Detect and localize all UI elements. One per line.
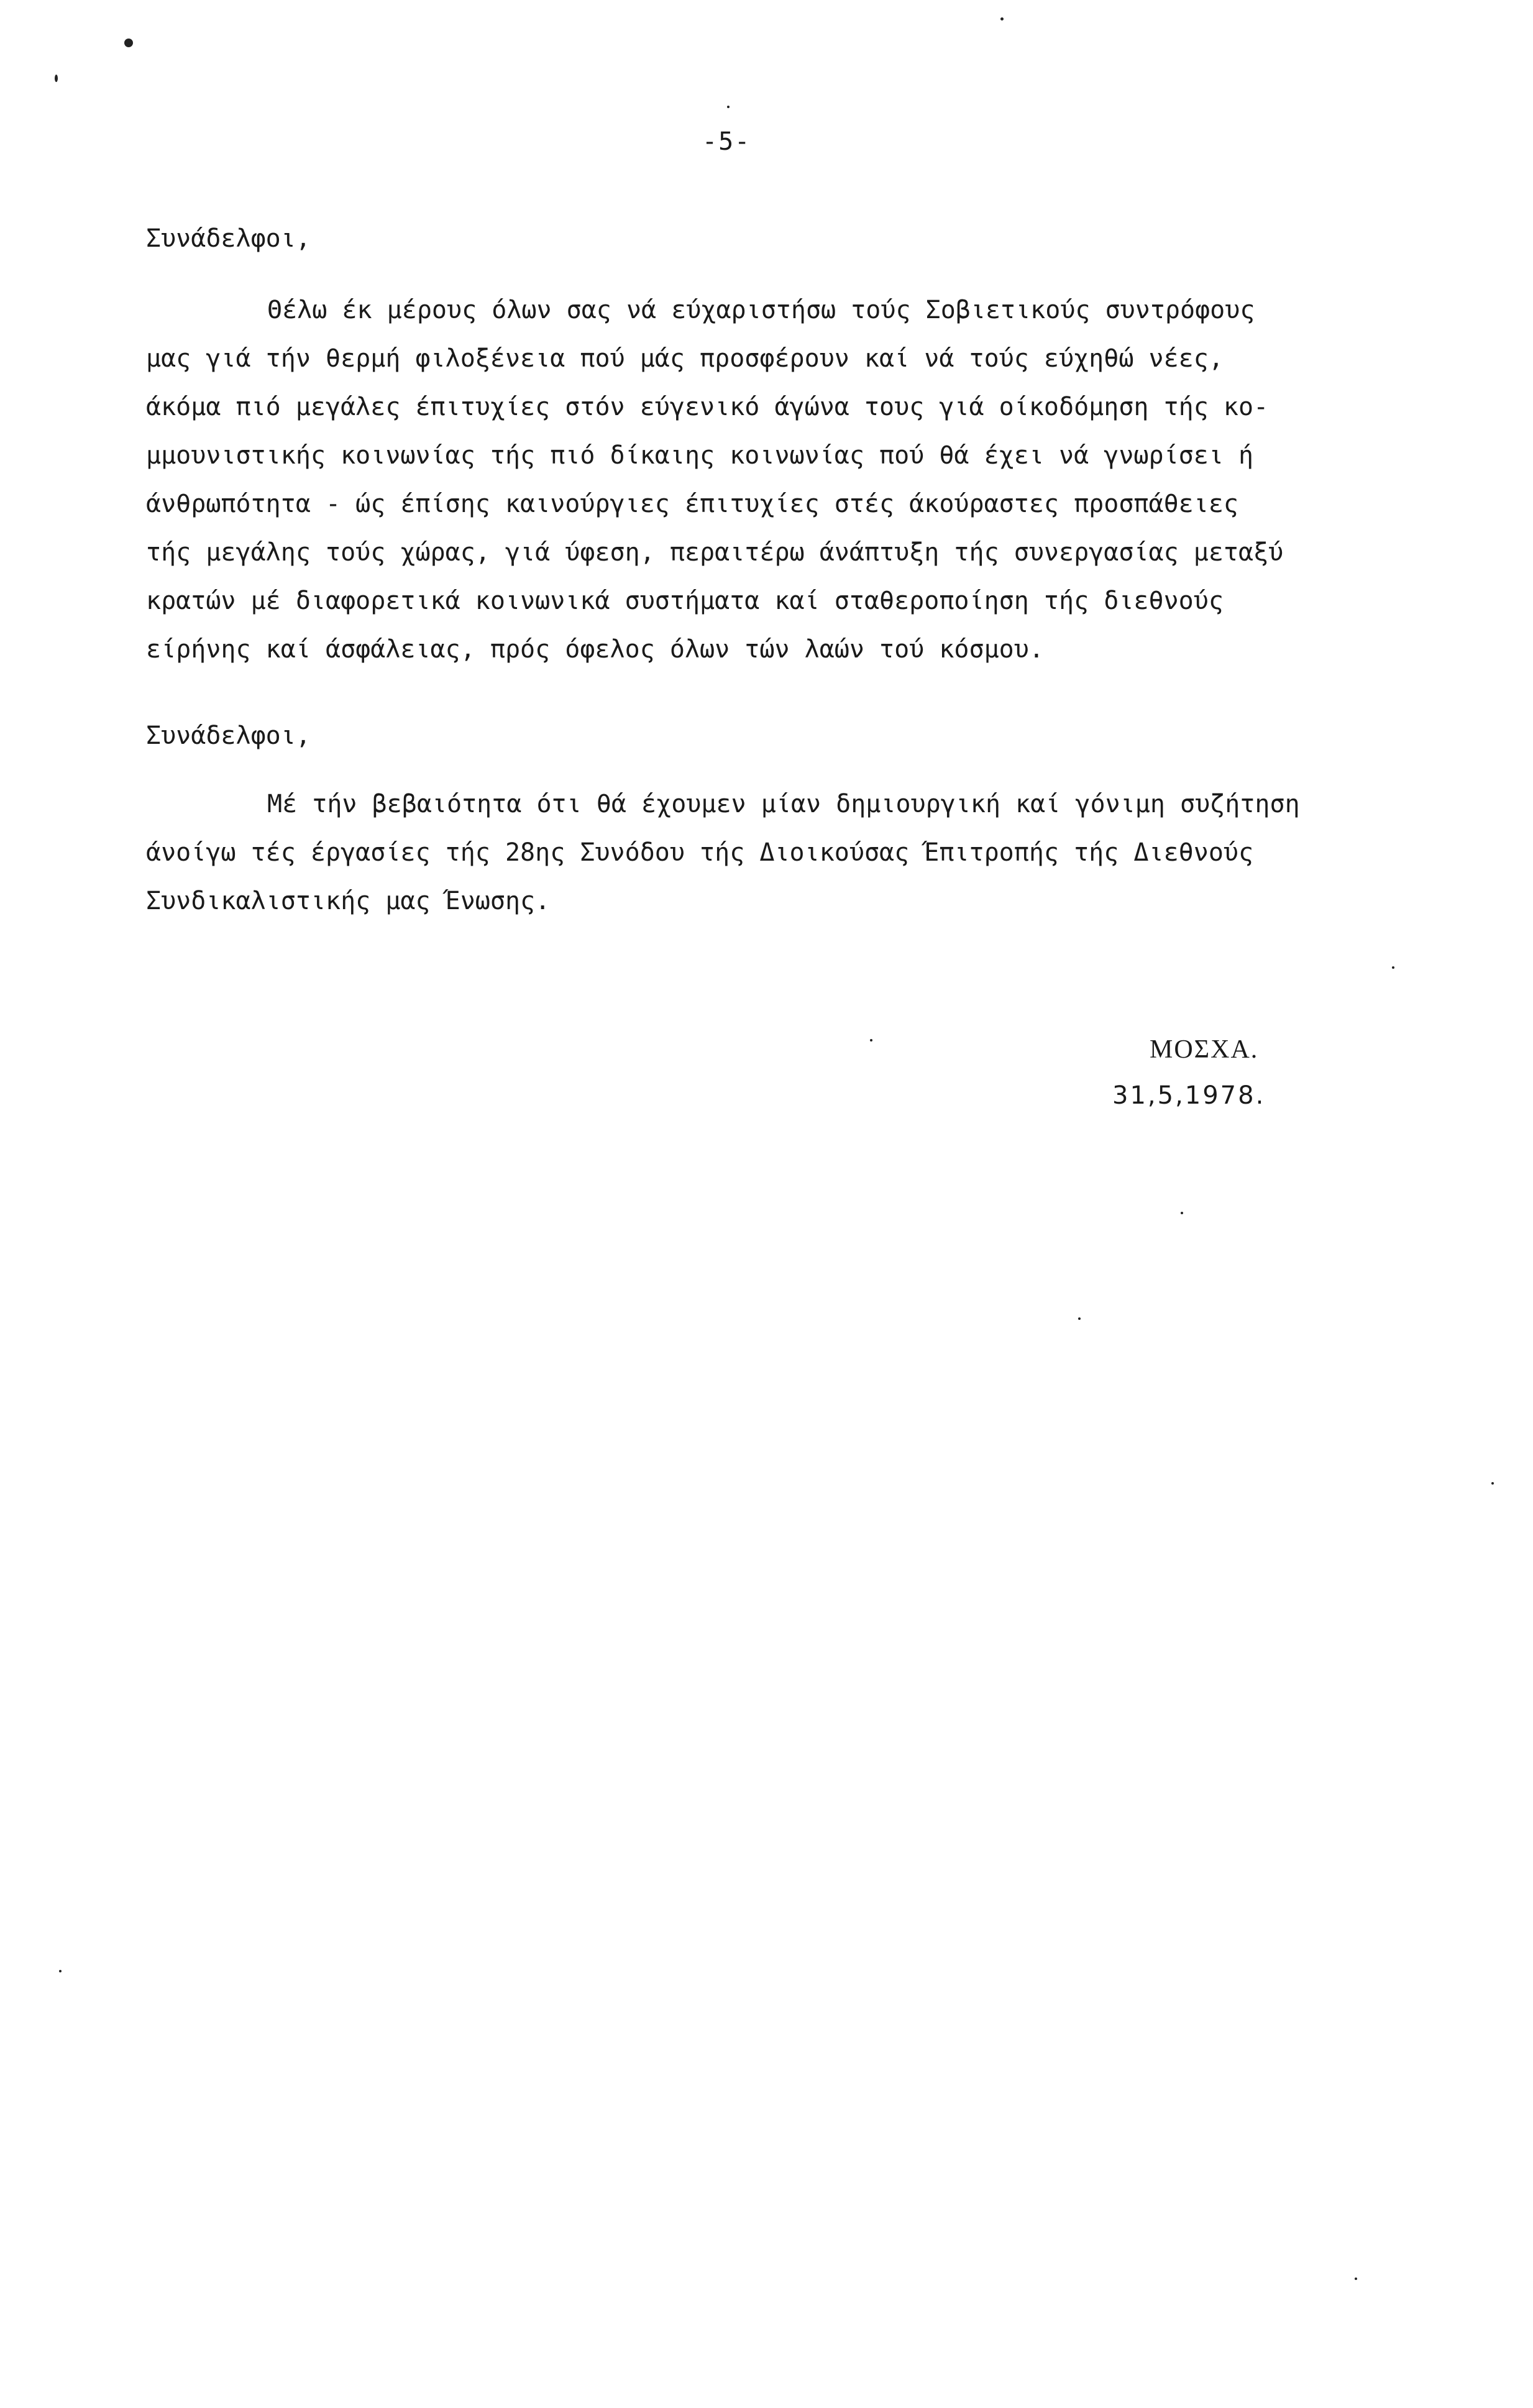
page-number: -5- [702, 127, 751, 156]
paragraph-line: Θέλω έκ μέρους όλων σας νά εύχαριστήσω τούς Σοβιετικούς συντρόφους [267, 296, 1255, 324]
scan-speck [1491, 1482, 1494, 1485]
paragraph-line: άκόμα πιό μεγάλες έπιτυχίες στόν εύγενικό άγώνα τους γιά οίκοδόμηση τής κο- [146, 393, 1269, 421]
paragraph-line: μμουνιστικής κοινωνίας τής πιό δίκαιης κοινωνίας πού θά έχει νά γνωρίσει ή [146, 441, 1254, 470]
paragraph-opening [146, 780, 1389, 925]
scan-speck [55, 75, 58, 82]
paragraph-line: τής μεγάλης τούς χώρας, γιά ύφεση, περαιτέρω άνάπτυξη τής συνεργασίας μεταξύ [146, 538, 1284, 567]
paragraph-line: κρατών μέ διαφορετικά κοινωνικά συστήματα καί σταθεροποίηση τής διεθνούς [146, 587, 1224, 615]
paragraph-line: Μέ τήν βεβαιότητα ότι θά έχουμεν μίαν δημιουργική καί γόνιμη συζήτηση [267, 790, 1300, 818]
scan-speck [1392, 966, 1394, 969]
paragraph-line: μας γιά τήν θερμή φιλοξένεια πού μάς προσφέρουν καί νά τούς εύχηθώ νέες, [146, 344, 1224, 373]
scan-speck [124, 39, 133, 47]
scan-speck [1078, 1317, 1081, 1320]
salutation-opening: Συνάδελφοι, [146, 224, 311, 253]
paragraph-line: άνθρωπότητα - ώς έπίσης καινούργιες έπιτυχίες στές άκούραστες προσπάθειες [146, 490, 1238, 518]
scan-speck [1355, 2278, 1357, 2280]
paragraph-line: είρήνης καί άσφάλειας, πρός όφελος όλων τών λαών τού κόσμου. [146, 635, 1044, 664]
paragraph-line: άνοίγω τές έργασίες τής 28ης Συνόδου τής Διοικούσας Έπιτροπής τής Διεθνούς [146, 838, 1254, 867]
scan-speck [1000, 17, 1004, 21]
paragraph-line: Συνδικαλιστικής μας Ένωσης. [146, 887, 551, 915]
scan-speck [870, 1039, 872, 1041]
salutation-second: Συνάδελφοι, [146, 721, 311, 750]
paragraph-thanks [146, 286, 1389, 674]
place-name: ΜΟΣΧΑ. [1150, 1035, 1259, 1064]
scan-speck [59, 1970, 62, 1972]
document-date: 31,5,1978. [1112, 1081, 1266, 1110]
scan-speck [1181, 1212, 1183, 1214]
scan-speck [727, 106, 730, 108]
